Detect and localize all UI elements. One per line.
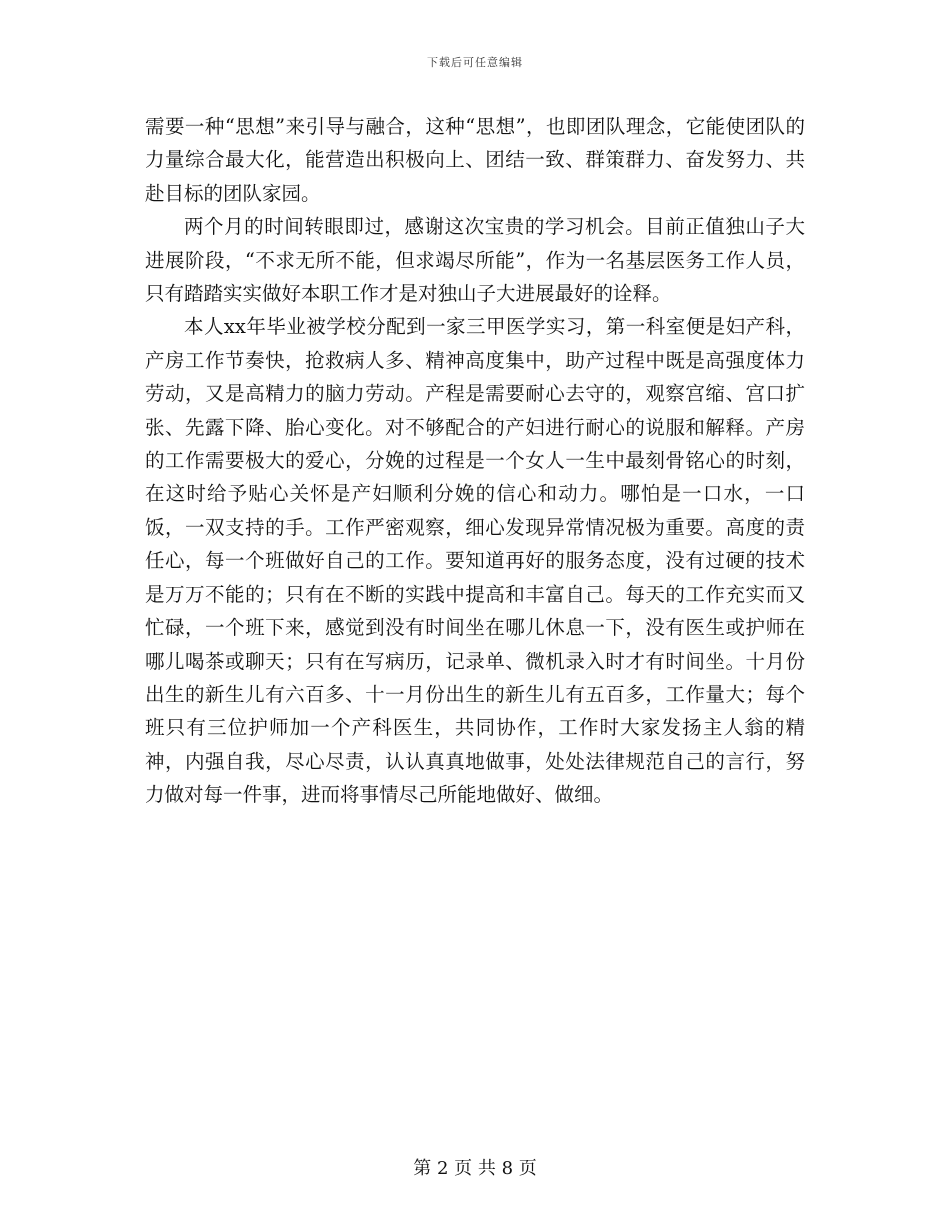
- document-body: [145, 110, 805, 812]
- page-header-note: 下载后可任意编辑: [427, 56, 523, 69]
- page-number-label: 第 2 页 共 8 页: [413, 1158, 537, 1179]
- paragraph-internship: 本人xx年毕业被学校分配到一家三甲医学实习，第一科室便是妇产科，产房工作节奏快，抢救病人多、精神高度集中，助产过程中既是高强度体力劳动，又是高精力的脑力劳动。产程是需要耐心去守的，观察宫缩、宫口扩张、先露下降、胎心变化。对不够配合的产妇进行耐心的说服和解释。产房的工作需要极大的爱心，分娩的过程是一个女人一生中最刻骨铭心的时刻，在这时给予贴心关怀是产妇顺利分娩的信心和动力。哪怕是一口水，一口饭，一双支持的手。工作严密观察，细心发现异常情况极为重要。高度的责任心，每一个班做好自己的工作。要知道再好的服务态度，没有过硬的技术是万万不能的；只有在不断的实践中提高和丰富自己。每天的工作充实而又忙碌，一个班下来，感觉到没有时间坐在哪儿休息一下，没有医生或护师在哪儿喝茶或聊天；只有在写病历，记录单、微机录入时才有时间坐。十月份出生的新生儿有六百多、十一月份出生的新生儿有五百多，工作量大；每个班只有三位护师加一个产科医生，共同协作，工作时大家发扬主人翁的精神，内强自我，尽心尽责，认认真真地做事，处处法律规范自己的言行，努力做对每一件事，进而将事情尽己所能地做好、做细。: [145, 315, 805, 807]
- paragraph-continued: 需要一种“思想”来引导与融合，这种“思想”，也即团队理念，它能使团队的力量综合最大化，能营造出积极向上、团结一致、群策群力、奋发努力、共赴目标的团队家园。: [145, 115, 805, 205]
- paragraph-thanks: 两个月的时间转眼即过，感谢这次宝贵的学习机会。目前正值独山子大进展阶段，“不求无所不能，但求竭尽所能”，作为一名基层医务工作人员，只有踏踏实实做好本职工作才是对独山子大进展最好的诠释。: [145, 215, 805, 306]
- page-number-footer: [0, 1154, 950, 1180]
